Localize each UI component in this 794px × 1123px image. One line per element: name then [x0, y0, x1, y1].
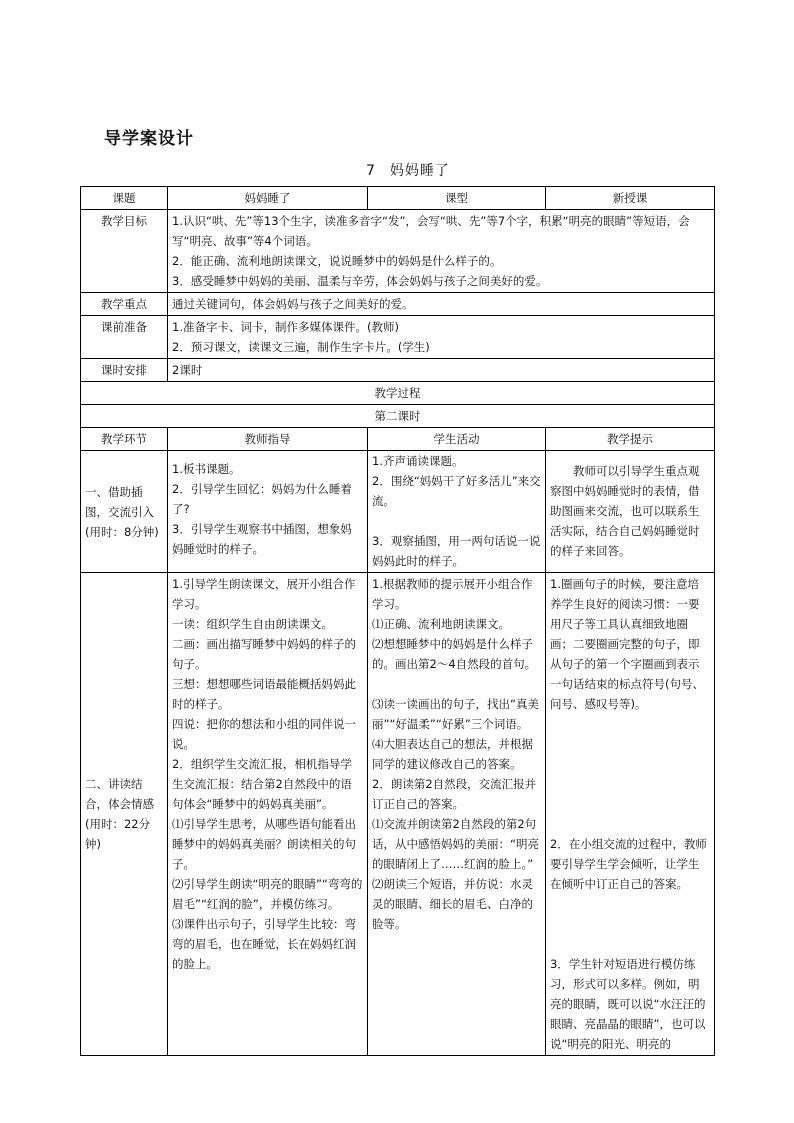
tip-item: 3．学生针对短语进行模仿练习，形式可以多样。例如，明亮的眼睛，既可以说“水汪汪的眼睛、亮晶晶的眼睛”，也可以说“明亮的阳光、明亮的 [550, 957, 706, 1051]
lesson-title [366, 160, 450, 180]
stage-row [81, 451, 715, 573]
lesson-number: 7 [366, 163, 376, 179]
teacher-step: ⑵引导学生朗读“明亮的眼睛”“弯弯的眉毛”“红润的脸”，并模仿练习。 [172, 877, 363, 911]
document-heading: 导学案设计 [104, 129, 194, 149]
objective-item: 2．能正确、流利地朗读课文，说说睡梦中的妈妈是什么样子的。 [172, 254, 502, 268]
prep-label: 课前准备 [81, 316, 168, 359]
stage-name: 二、讲读结合，体会情感(用时：22分钟) [81, 573, 168, 1056]
type-value: 新授课 [546, 187, 715, 210]
teaching-tips [546, 573, 715, 1056]
tip-item: 1.圈画句子的时候，要注意培养学生良好的阅读习惯：一要用尺子等工具认真细致地圈画；二要圈画完整的句子，即从句子的第一个字圈画到表示一句话结束的标点符号(句号、问号、感叹号等)。 [550, 577, 704, 711]
teacher-step: 1.引导学生朗读课文，展开小组合作学习。 [172, 577, 356, 611]
column-header-row [81, 428, 715, 451]
objectives-content [168, 210, 715, 293]
objectives-label: 教学目标 [81, 210, 168, 293]
teacher-step: 2．组织学生交流汇报，相机指导学生交流汇报：结合第2自然段中的语句体会“睡梦中的妈妈真美丽”。 [172, 757, 352, 811]
subject-value: 妈妈睡了 [168, 187, 368, 210]
period-band-row [81, 405, 715, 428]
process-band: 教学过程 [81, 382, 715, 405]
teacher-step: 一读：组织学生自由朗读课文。 [172, 617, 333, 631]
student-step: 1.根据教师的提示展开小组合作学习。 [372, 577, 533, 611]
student-step: ⑵朗读三个短语，并仿说：水灵灵的眼睛、细长的眉毛、白净的脸等。 [372, 877, 533, 931]
student-step: ⑴正确、流利地朗读课文。 [372, 617, 510, 631]
teacher-step: ⑶课件出示句子，引导学生比较：弯弯的眉毛，也在睡觉，长在妈妈红润的脸上。 [172, 917, 356, 971]
focus-value: 通过关键词句，体会妈妈与孩子之间美好的爱。 [168, 293, 715, 316]
lesson-name: 妈妈睡了 [389, 163, 450, 179]
column-header-teacher: 教师指导 [168, 428, 368, 451]
student-step: ⑷大胆表达自己的想法，并根据同学的建议修改自己的答案。 [372, 737, 533, 771]
spacer [550, 894, 710, 954]
teacher-guidance [168, 573, 368, 1056]
objective-item: 1.认识“哄、先”等13个生字，读准多音字“发”，会写“哄、先”等7个字，积累“明亮的眼睛”等短语，会写“明亮、故事”等4个词语。 [172, 214, 690, 248]
spacer [372, 674, 541, 694]
type-label: 课型 [368, 187, 546, 210]
student-step: 2．围绕“妈妈干了好多活儿”来交流。 [372, 474, 541, 508]
teacher-step: 1.板书课题。 [172, 462, 241, 476]
lesson-plan-table [80, 186, 715, 1056]
objective-item: 3．感受睡梦中妈妈的美丽、温柔与辛劳，体会妈妈与孩子之间美好的爱。 [172, 274, 548, 288]
teacher-step: 二画：画出描写睡梦中妈妈的样子的句子。 [172, 637, 356, 671]
teacher-step: 四说：把你的想法和小组的同伴说一说。 [172, 717, 356, 751]
student-step: ⑵想想睡梦中的妈妈是什么样子的。画出第2～4自然段的首句。 [372, 637, 537, 671]
spacer [372, 511, 541, 531]
period-band: 第二课时 [81, 405, 715, 428]
column-header-tips: 教学提示 [546, 428, 715, 451]
student-step: 3．观察插图，用一两句话说一说妈妈此时的样子。 [372, 534, 541, 568]
column-header-student: 学生活动 [368, 428, 546, 451]
student-step: ⑴交流并朗读第2自然段的第2句话，从中感悟妈妈的美丽：“明亮的眼睛闭上了……红润的脸上。” [372, 817, 539, 871]
schedule-label: 课时安排 [81, 359, 168, 382]
focus-label: 教学重点 [81, 293, 168, 316]
objectives-row [81, 210, 715, 293]
teacher-step: 三想：想想哪些词语最能概括妈妈此时的样子。 [172, 677, 356, 711]
teaching-tips [546, 451, 715, 573]
teacher-guidance [168, 451, 368, 573]
stage-row [81, 573, 715, 1056]
spacer [550, 714, 710, 834]
schedule-value: 2课时 [168, 359, 715, 382]
teacher-step: 2．引导学生回忆：妈妈为什么睡着了? [172, 482, 352, 516]
prep-item: 1.准备字卡、词卡，制作多媒体课件。(教师) [172, 320, 399, 334]
subject-row [81, 187, 715, 210]
student-step: ⑶读一读画出的句子，找出“真美丽”“好温柔”“好累”三个词语。 [372, 697, 539, 731]
student-step: 1.齐声诵读课题。 [372, 454, 464, 468]
tip-item: 教师可以引导学生重点观察图中妈妈睡觉时的表情，借助图画来交流，也可以联系生活实际，结合自己妈妈睡觉时的样子来回答。 [550, 464, 700, 558]
prep-item: 2．预习课文，读课文三遍，制作生字卡片。(学生) [172, 340, 430, 354]
tip-item: 2．在小组交流的过程中，教师要引导学生学会倾听，让学生在倾听中订正自己的答案。 [550, 837, 707, 891]
teacher-step: 3．引导学生观察书中插图，想象妈妈睡觉时的样子。 [172, 522, 352, 556]
prep-content [168, 316, 715, 359]
focus-row [81, 293, 715, 316]
column-header-stage: 教学环节 [81, 428, 168, 451]
teacher-step: ⑴引导学生思考，从哪些语句能看出睡梦中的妈妈真美丽？朗读相关的句子。 [172, 817, 356, 871]
student-step: 2．朗读第2自然段，交流汇报并订正自己的答案。 [372, 777, 537, 811]
stage-name: 一、借助插图，交流引入(用时：8分钟) [81, 451, 168, 573]
subject-label: 课题 [81, 187, 168, 210]
student-activity [368, 573, 546, 1056]
prep-row [81, 316, 715, 359]
schedule-row [81, 359, 715, 382]
process-band-row [81, 382, 715, 405]
student-activity [368, 451, 546, 573]
